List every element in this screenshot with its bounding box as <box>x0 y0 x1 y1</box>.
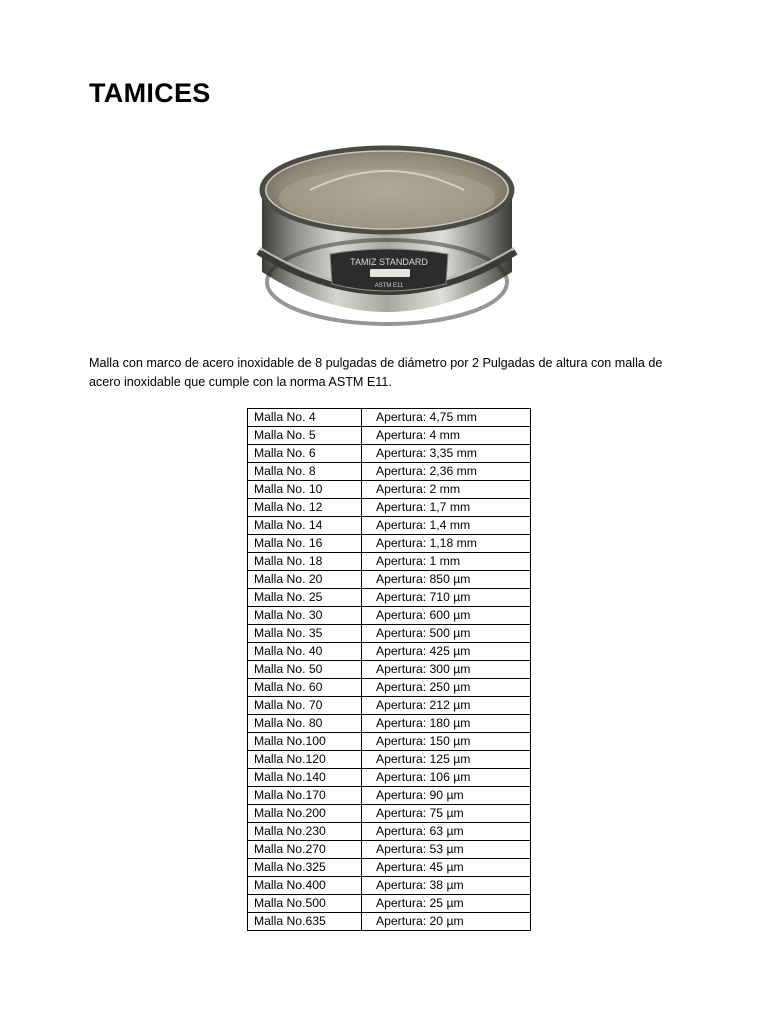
aperture-cell: Apertura: 3,35 mm <box>362 445 531 463</box>
mesh-number-cell: Malla No.635 <box>248 913 362 931</box>
sieve-image <box>250 132 525 332</box>
table-row <box>248 733 531 751</box>
mesh-number-cell: Malla No.400 <box>248 877 362 895</box>
mesh-number-cell: Malla No. 18 <box>248 553 362 571</box>
aperture-cell: Apertura: 710 µm <box>362 589 531 607</box>
mesh-number-cell: Malla No. 80 <box>248 715 362 733</box>
aperture-cell: Apertura: 20 µm <box>362 913 531 931</box>
table-row <box>248 517 531 535</box>
table-row <box>248 589 531 607</box>
table-row <box>248 607 531 625</box>
table-row <box>248 769 531 787</box>
table-row <box>248 715 531 733</box>
mesh-number-cell: Malla No. 40 <box>248 643 362 661</box>
aperture-cell: Apertura: 63 µm <box>362 823 531 841</box>
table-row <box>248 661 531 679</box>
mesh-number-cell: Malla No. 14 <box>248 517 362 535</box>
aperture-cell: Apertura: 300 µm <box>362 661 531 679</box>
table-row <box>248 679 531 697</box>
mesh-number-cell: Malla No. 30 <box>248 607 362 625</box>
mesh-number-cell: Malla No. 20 <box>248 571 362 589</box>
table-row <box>248 859 531 877</box>
mesh-aperture-table <box>247 408 531 931</box>
mesh-number-cell: Malla No.140 <box>248 769 362 787</box>
aperture-cell: Apertura: 180 µm <box>362 715 531 733</box>
aperture-cell: Apertura: 2,36 mm <box>362 463 531 481</box>
document-title: TAMICES <box>89 78 211 108</box>
aperture-cell: Apertura: 500 µm <box>362 625 531 643</box>
aperture-cell: Apertura: 1,4 mm <box>362 517 531 535</box>
aperture-cell: Apertura: 150 µm <box>362 733 531 751</box>
table-row <box>248 643 531 661</box>
plate-standard: ASTM E11 <box>374 283 404 289</box>
table-row <box>248 427 531 445</box>
aperture-cell: Apertura: 45 µm <box>362 859 531 877</box>
mesh-number-cell: Malla No.270 <box>248 841 362 859</box>
mesh-number-cell: Malla No. 5 <box>248 427 362 445</box>
table-row <box>248 823 531 841</box>
mesh-number-cell: Malla No. 70 <box>248 697 362 715</box>
table-row <box>248 625 531 643</box>
sieve-description: Malla con marco de acero inoxidable de 8 pulgadas de diámetro por 2 Pulgadas de altura con malla de acero inoxidable que cumple con la norma ASTM E11. <box>89 356 663 389</box>
mesh-number-cell: Malla No. 50 <box>248 661 362 679</box>
aperture-cell: Apertura: 1,7 mm <box>362 499 531 517</box>
aperture-cell: Apertura: 38 µm <box>362 877 531 895</box>
table-row <box>248 409 531 427</box>
aperture-cell: Apertura: 90 µm <box>362 787 531 805</box>
sieve-illustration <box>250 132 525 332</box>
aperture-cell: Apertura: 4,75 mm <box>362 409 531 427</box>
aperture-cell: Apertura: 1,18 mm <box>362 535 531 553</box>
aperture-cell: Apertura: 250 µm <box>362 679 531 697</box>
plate-label: TAMIZ STANDARD <box>350 257 428 267</box>
table-row <box>248 877 531 895</box>
mesh-number-cell: Malla No.200 <box>248 805 362 823</box>
aperture-cell: Apertura: 25 µm <box>362 895 531 913</box>
table-row <box>248 787 531 805</box>
table-row <box>248 913 531 931</box>
table-row <box>248 463 531 481</box>
table-row <box>248 805 531 823</box>
mesh-number-cell: Malla No. 6 <box>248 445 362 463</box>
table-row <box>248 481 531 499</box>
aperture-cell: Apertura: 4 mm <box>362 427 531 445</box>
mesh-number-cell: Malla No. 10 <box>248 481 362 499</box>
mesh-number-cell: Malla No.170 <box>248 787 362 805</box>
table-row <box>248 895 531 913</box>
aperture-cell: Apertura: 106 µm <box>362 769 531 787</box>
aperture-cell: Apertura: 850 µm <box>362 571 531 589</box>
mesh-number-cell: Malla No. 16 <box>248 535 362 553</box>
aperture-cell: Apertura: 53 µm <box>362 841 531 859</box>
mesh-number-cell: Malla No.100 <box>248 733 362 751</box>
table-row <box>248 697 531 715</box>
mesh-number-cell: Malla No.120 <box>248 751 362 769</box>
aperture-cell: Apertura: 212 µm <box>362 697 531 715</box>
aperture-cell: Apertura: 425 µm <box>362 643 531 661</box>
aperture-cell: Apertura: 600 µm <box>362 607 531 625</box>
mesh-number-cell: Malla No.230 <box>248 823 362 841</box>
mesh-number-cell: Malla No. 35 <box>248 625 362 643</box>
table-row <box>248 535 531 553</box>
aperture-cell: Apertura: 2 mm <box>362 481 531 499</box>
mesh-number-cell: Malla No. 8 <box>248 463 362 481</box>
table-row <box>248 553 531 571</box>
mesh-number-cell: Malla No.500 <box>248 895 362 913</box>
table-row <box>248 499 531 517</box>
aperture-cell: Apertura: 75 µm <box>362 805 531 823</box>
table-row <box>248 841 531 859</box>
table-row <box>248 445 531 463</box>
table-row <box>248 571 531 589</box>
mesh-number-cell: Malla No. 60 <box>248 679 362 697</box>
mesh-number-cell: Malla No. 12 <box>248 499 362 517</box>
aperture-cell: Apertura: 1 mm <box>362 553 531 571</box>
mesh-number-cell: Malla No. 4 <box>248 409 362 427</box>
aperture-cell: Apertura: 125 µm <box>362 751 531 769</box>
mesh-number-cell: Malla No.325 <box>248 859 362 877</box>
mesh-number-cell: Malla No. 25 <box>248 589 362 607</box>
table-row <box>248 751 531 769</box>
